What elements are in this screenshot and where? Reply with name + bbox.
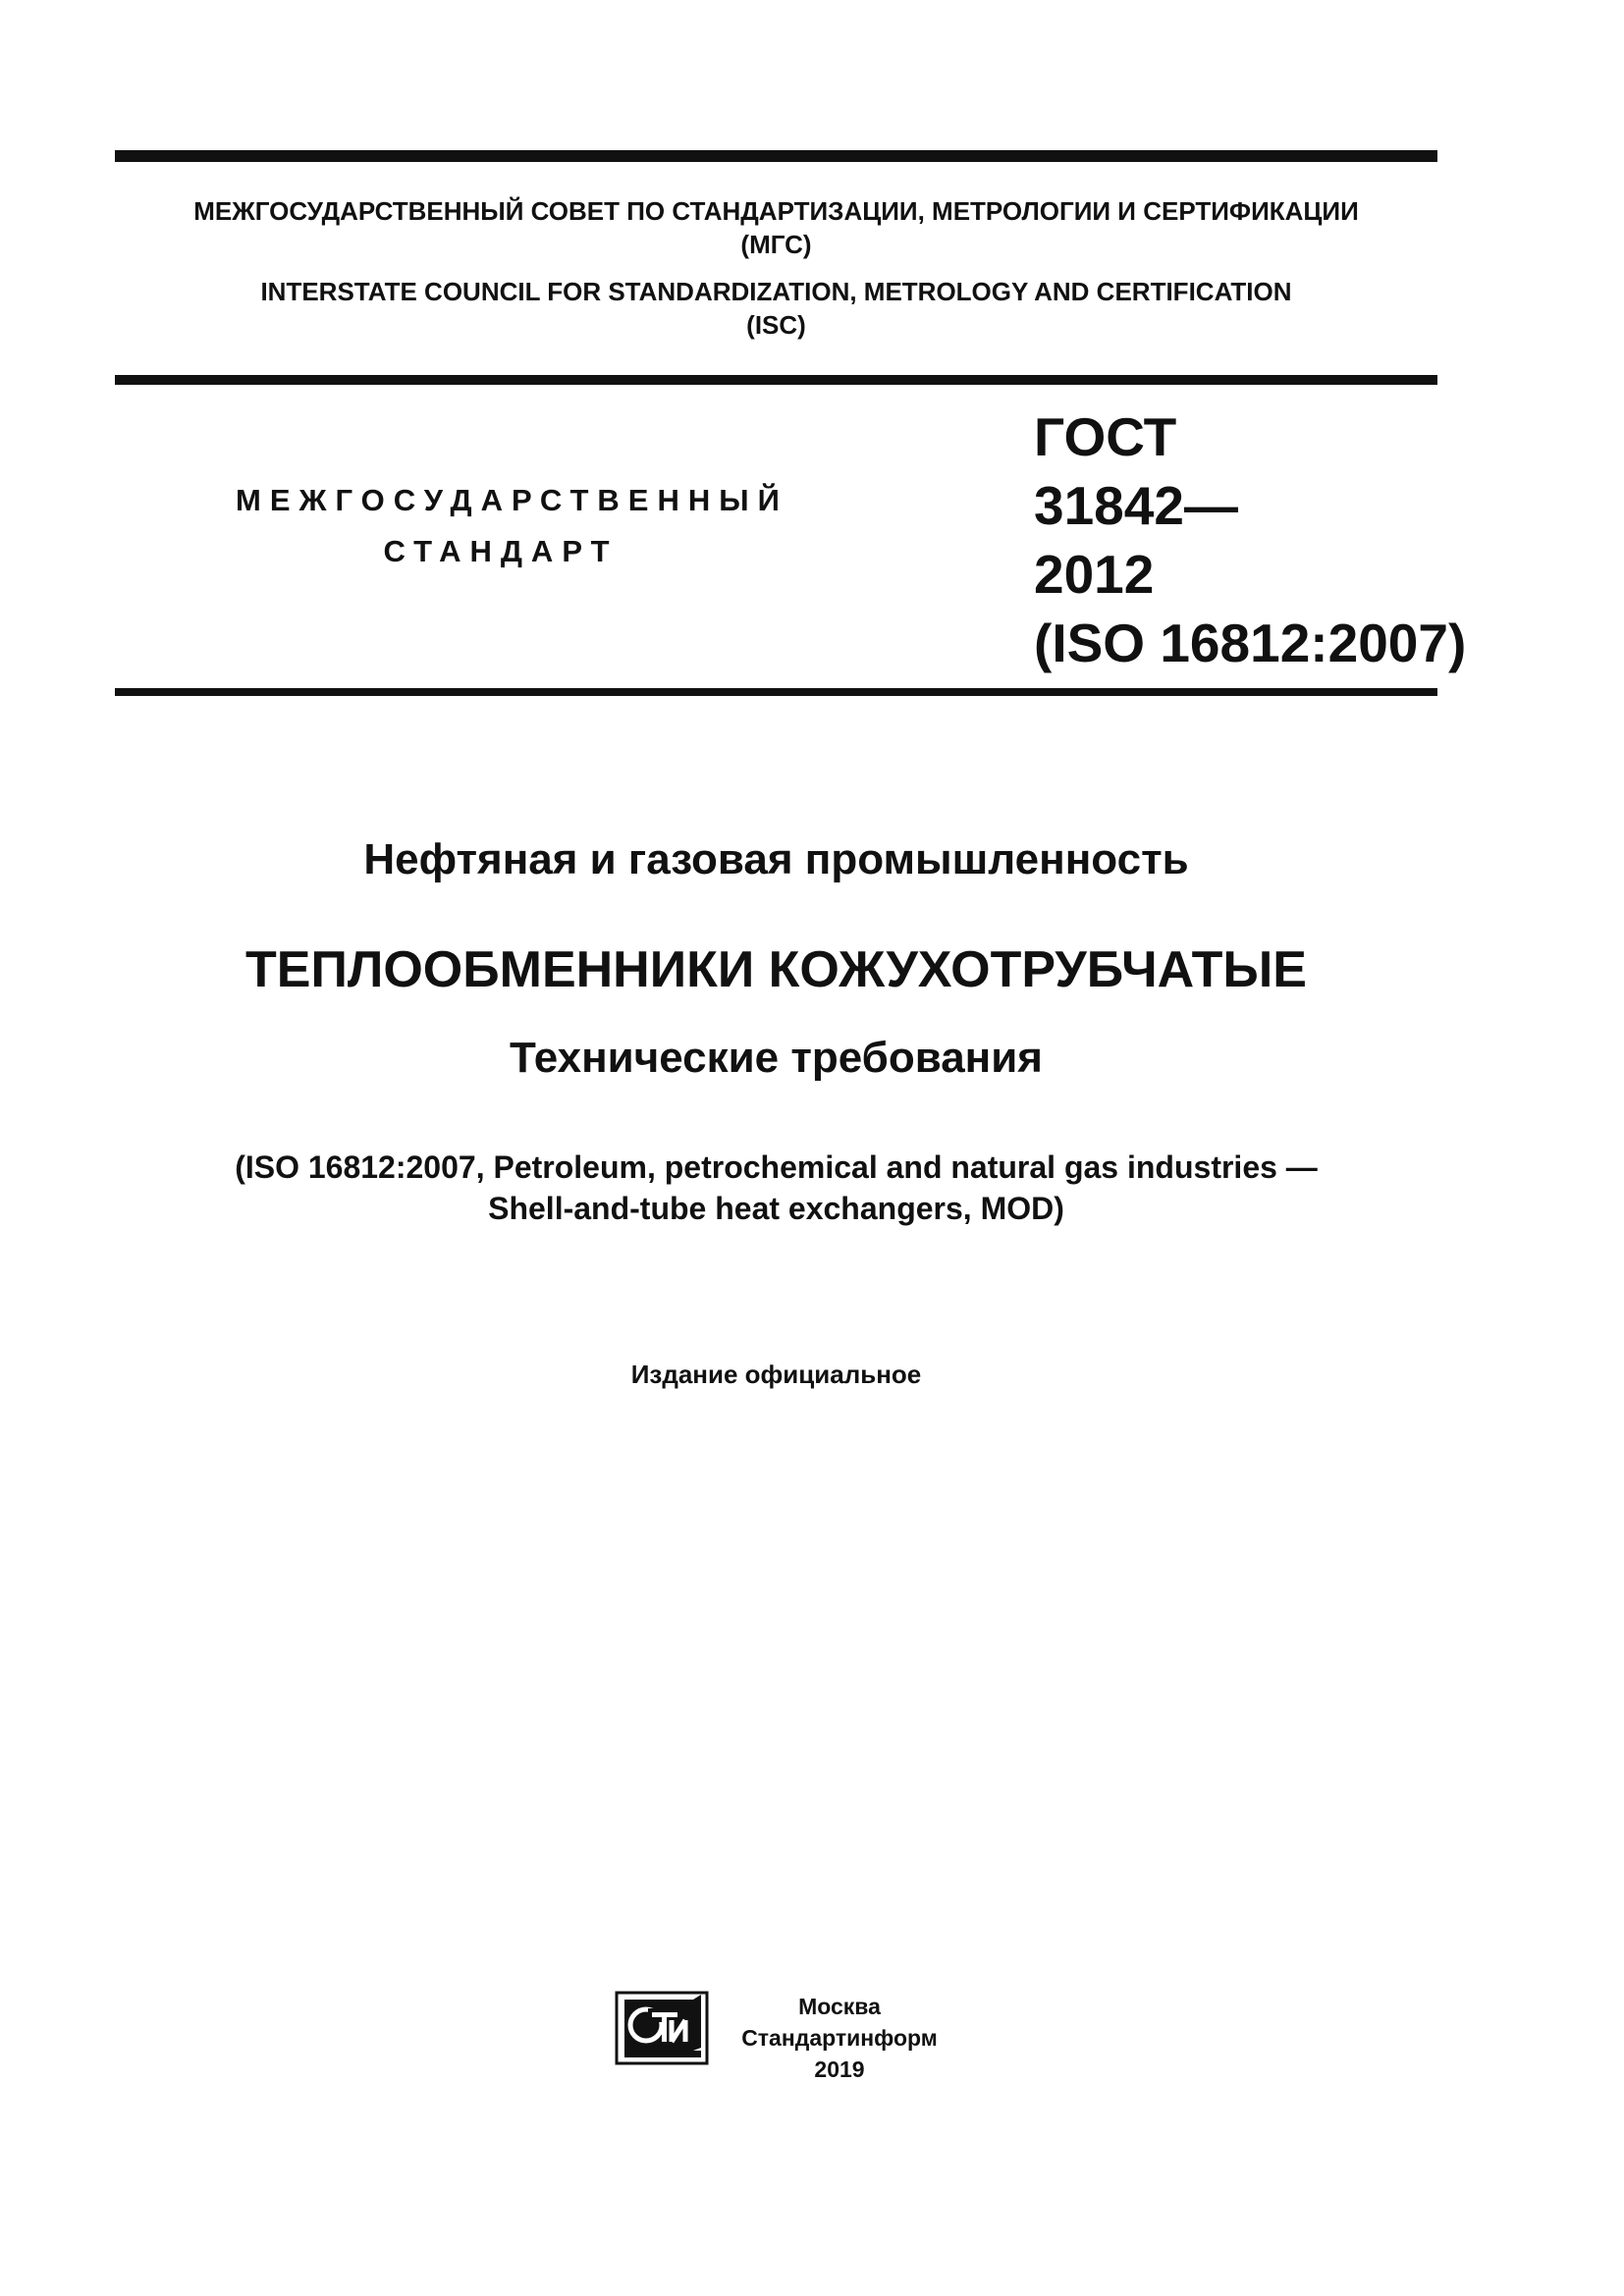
council-name-en-text: INTERSTATE COUNCIL FOR STANDARDIZATION, METROLOGY AND CERTIFICATION xyxy=(260,277,1292,306)
main-title: ТЕПЛООБМЕННИКИ КОЖУХОТРУБЧАТЫЕ xyxy=(245,941,1307,998)
council-name-en xyxy=(115,275,1437,342)
top-rule xyxy=(115,150,1437,162)
standard-kind xyxy=(236,475,788,577)
iso-reference xyxy=(115,1147,1437,1229)
iso-reference-line1: (ISO 16812:2007, Petroleum, petrochemical and natural gas industries — xyxy=(235,1149,1318,1185)
designation-prefix: ГОСТ xyxy=(1034,406,1177,467)
imprint-year: 2019 xyxy=(814,2056,865,2082)
council-name-ru-text: МЕЖГОСУДАРСТВЕННЫЙ СОВЕТ ПО СТАНДАРТИЗАЦИИ, МЕТРОЛОГИИ И СЕРТИФИКАЦИИ xyxy=(193,196,1359,226)
industry-title: Нефтяная и газовая промышленность xyxy=(363,835,1189,883)
imprint xyxy=(722,1991,957,2085)
bottom-rule xyxy=(115,688,1437,696)
standard-kind-line2: СТАНДАРТ xyxy=(383,534,619,568)
designation-number: 31842— xyxy=(1034,475,1238,536)
standartinform-logo-icon xyxy=(615,1991,709,2065)
edition-label: Издание официальное xyxy=(630,1360,922,1389)
designation-year: 2012 xyxy=(1034,544,1155,605)
council-name-ru xyxy=(115,194,1437,261)
council-abbr-ru: (МГС) xyxy=(740,230,812,259)
standard-kind-line1: МЕЖГОСУДАРСТВЕННЫЙ xyxy=(236,483,788,517)
designation-iso: (ISO 16812:2007) xyxy=(1034,613,1467,673)
council-abbr-en: (ISC) xyxy=(746,310,806,340)
subtitle: Технические требования xyxy=(510,1034,1043,1082)
imprint-city: Москва xyxy=(798,1994,881,2019)
iso-reference-line2: Shell-and-tube heat exchangers, MOD) xyxy=(488,1191,1064,1226)
standard-designation xyxy=(1034,402,1466,677)
imprint-publisher: Стандартинформ xyxy=(741,2025,938,2051)
middle-rule xyxy=(115,375,1437,385)
